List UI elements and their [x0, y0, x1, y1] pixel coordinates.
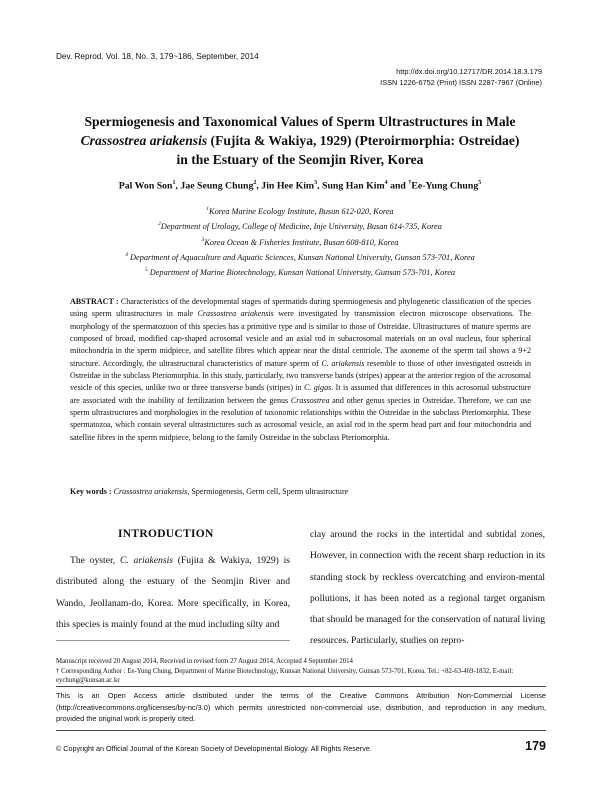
author-name: Ee-Yung Chung — [411, 180, 479, 192]
affiliation-item — [40, 218, 560, 233]
affiliation-item — [40, 249, 560, 264]
affiliation-text: Department of Marine Biotechnology, Kunsan National University, Gunsan 573-701, Korea — [147, 268, 456, 278]
author-affiliation-marker: 1 — [172, 180, 176, 186]
keywords-species: Crassostrea ariakensis — [111, 487, 188, 496]
affiliation-marker: 3 — [201, 236, 205, 243]
affiliation-item — [40, 203, 560, 218]
footnotes — [56, 657, 546, 686]
doi-block — [380, 66, 542, 88]
abstract-species: C. gigas — [303, 383, 332, 393]
abstract-species: Crassostrea ariakensis — [197, 309, 274, 319]
author-affiliation-marker: 4 — [384, 180, 388, 186]
author-separator: , — [175, 180, 181, 192]
affiliation-text: Department of Urology, College of Medicine, Inje University, Busan 614-735, Korea — [160, 222, 442, 232]
section-heading-introduction: INTRODUCTION — [118, 528, 214, 540]
intro-paragraph-continued: clay around the rocks in the intertidal and subtidal zones, However, in connection with the recent sharp reduction in its standing stock by reckless overcatching and environ-mental pollutions, it has been noted as a regional target organism that should be managed for the conservation of natural living resources. Particularly, studies on repro- — [310, 529, 545, 647]
license-bottom-divider — [56, 730, 546, 731]
abstract-species: C. ariakensis — [321, 358, 365, 368]
keywords — [70, 487, 531, 496]
keywords-rest: , Spermiogenesis, Germ cell, Sperm ultrastructure — [187, 487, 349, 496]
affiliation-marker: 2 — [158, 221, 161, 228]
intro-paragraph — [56, 550, 290, 635]
author-separator: , — [317, 180, 322, 192]
page-number: 179 — [525, 739, 546, 753]
license-top-divider — [56, 686, 546, 687]
intro-species: C. ariakensis — [119, 555, 173, 566]
author-name: Pal Won Son — [118, 180, 173, 192]
title-species: Crassostrea ariakensis — [80, 133, 208, 148]
author-name: Jae Seung Chung — [180, 180, 254, 192]
affiliation-marker: 4 — [125, 252, 128, 259]
manuscript-dates: Manuscript received 20 August 2014, Received in revised form 27 August 2014, Accepted 4 September 2014 — [56, 658, 353, 665]
affiliation-list — [40, 203, 560, 280]
affiliation-marker: 5 — [144, 267, 148, 274]
author-separator: , — [256, 180, 262, 192]
article-title — [40, 112, 560, 169]
abstract-text: Characteristics of the developmental stages of spermatids during spermiogenesis and phylogenetic classification of the species using sperm ultrastructures in male — [70, 297, 531, 319]
intro-right-column — [310, 524, 545, 652]
affiliation-marker: 1 — [206, 206, 210, 212]
affiliation-text: Korea Marine Ecology Institute, Busun 612-020, Korea — [209, 206, 394, 216]
title-line-3: in the Estuary of the Seomjin River, Korea — [176, 152, 424, 167]
title-line-2-rest: (Fujita & Wakiya, 1929) (Pteroirmorphia: Ostreidae) — [207, 133, 520, 148]
abstract-label: ABSTRACT : — [70, 297, 119, 306]
corresponding-marker: † — [408, 180, 412, 186]
abstract-text: and other genus species in Ostreidae. Therefore, we can use sperm ultrastructures and morphologies in the resolution of taxonomic relationships within the Ostreidae in the subclass Pteriomorphia. These spermatozoa, which contain several ultrastructures such as acrosomal vesicle, an axial rod in the sperm head part and four mitochondria and satellite fibres in the sperm midpiece, belong to the family Ostreidae in the subclass Pteriomorphia. — [70, 395, 531, 442]
abstract-species: Crassostrea — [290, 395, 330, 405]
abstract-text: resemble to those of other investigated ostreids in Ostreidae in the subclass Pteriomorphia. In this study, particularly, two transverse bands (stripes) appear at the anterior region of the acrosomal vesicle of this species, unlike two or three transverse bands (stripes) in — [70, 358, 531, 393]
abstract-text: . It is assumed that differences in this acrosomal substructure are associated with the inability of fertilization between the genus — [70, 383, 531, 405]
license-notice: This is an Open Access article distributed under the terms of the Creative Commons Attribution Non-Commercial License (http://creativecommons.org/licenses/by-nc/3.0) which permits unrestricted non-commercial use, distribution, and reproduction in any medium, provided the original work is properly cited. — [56, 691, 546, 723]
intro-text: (Fujita & Wakiya, 1929) is distributed along the estuary of the Seomjin River and Wando, Jeollanam-do, Korea. More specifically, in Korea, this species is mainly found at the mud including silty and — [56, 555, 291, 630]
footnote-divider — [56, 640, 290, 641]
affiliation-text: Korea Ocean & Fisheries Institute, Busan 608-810, Korea — [204, 237, 399, 247]
affiliation-text: Department of Aquaculture and Aquatic Sciences, Kunsan National University, Gunsan 573-701, Korea — [127, 252, 475, 262]
abstract-text: were investigated by transmission electron microscope observations. The morphology of the spermatozoon of this species has a primitive type and is similar to those of Ostreidae. Ultrastructures of mature sperms are composed of broad, modified cap-shaped acrosomal vesicle and an axial rod in subacrosomal materials on an oval nucleus, four spherical mitochondria in the sperm midpiece, and satellite fibres which appear near the distal centriole. The axoneme of the sperm tail shows a 9+2 structure. Accordingly, the ultrastructural characteristics of mature sperm of — [70, 309, 531, 368]
copyright-notice: © Copyright an Official Journal of the Korean Society of Developmental Biology. All Rights Reserve. — [56, 744, 372, 753]
author-separator: and — [387, 180, 409, 192]
author-name: Sung Han Kim — [322, 180, 385, 192]
keywords-label: Key words : — [70, 487, 112, 496]
issn-line: ISSN 1226-6752 (Print) ISSN 2287-7967 (Online) — [380, 78, 542, 87]
author-list — [40, 180, 560, 191]
doi-link[interactable]: http://dx.doi.org/10.12717/DR.2014.18.3.179 — [396, 67, 542, 76]
journal-citation: Dev. Reprod. Vol. 18, No. 3, 179~186, September, 2014 — [56, 52, 259, 61]
author-affiliation-marker: 2 — [253, 180, 257, 186]
corresponding-author: † Corresponding Author : Ee-Yung Chung, Department of Marine Biotechnology, Kunsan National University, Gunsan 573-701, Korea. Tel.: +82-63-469-1832, E-mail: eychung@kunsan.ac.kr — [56, 667, 514, 685]
title-line-2 — [40, 131, 560, 150]
author-affiliation-marker: 5 — [478, 180, 482, 186]
affiliation-item — [40, 234, 560, 249]
author-affiliation-marker: 3 — [314, 180, 318, 186]
intro-text: The oyster, — [70, 555, 120, 566]
author-name: Jin Hee Kim — [261, 180, 315, 192]
affiliation-item — [40, 264, 560, 279]
intro-left-column — [56, 550, 290, 635]
abstract — [70, 296, 531, 444]
title-line-1: Spermiogenesis and Taxonomical Values of Sperm Ultrastructures in Male — [84, 114, 516, 129]
